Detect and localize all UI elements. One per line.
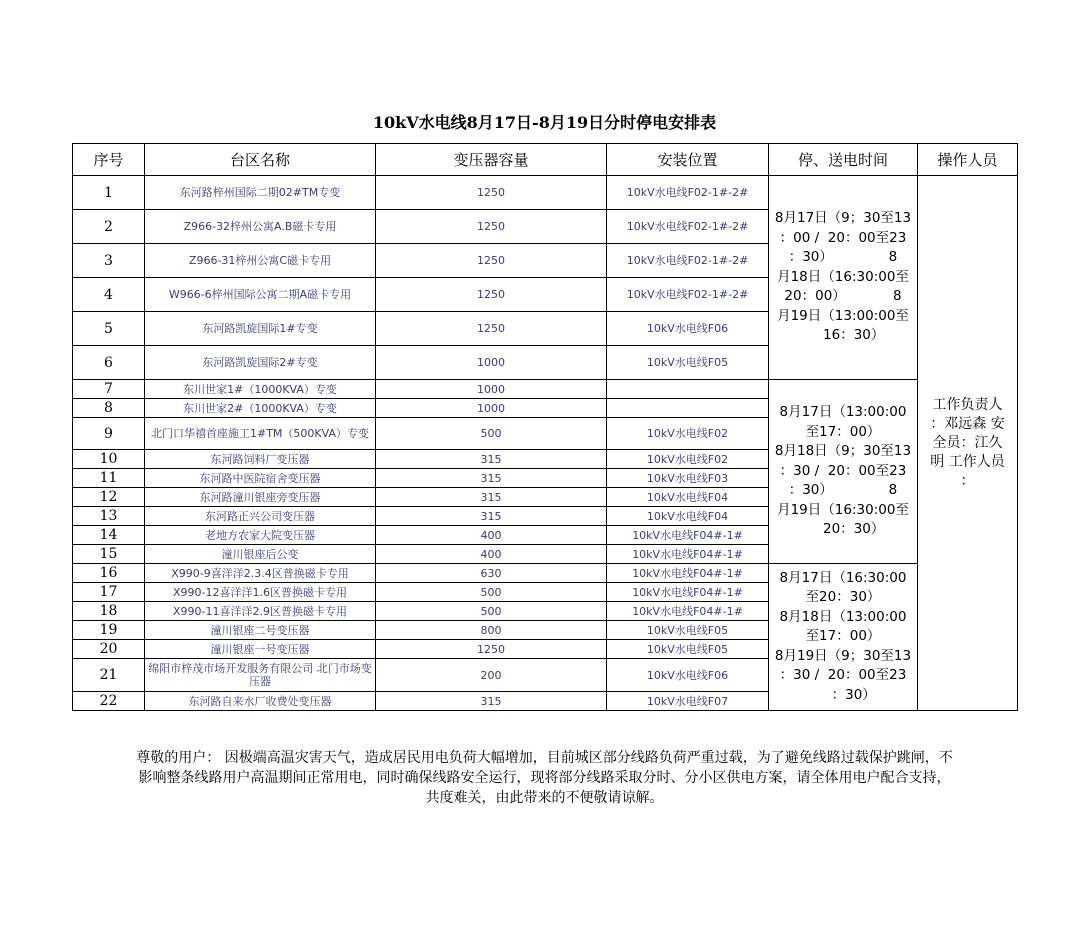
row-location xyxy=(607,399,769,418)
row-name: 潼川银座一号变压器 xyxy=(145,640,376,659)
row-seq: 16 xyxy=(73,564,145,583)
row-seq: 9 xyxy=(73,418,145,450)
time-group-3 xyxy=(769,564,918,711)
header-capacity: 变压器容量 xyxy=(376,144,607,176)
row-capacity: 800 xyxy=(376,621,607,640)
operator-line: 工作负责人 xyxy=(932,396,1003,413)
time-line: ：30 / 20：00至23 xyxy=(779,462,907,479)
time-line: 月18日（16:30:00至 xyxy=(777,268,909,285)
row-capacity: 1250 xyxy=(376,278,607,312)
header-seq: 序号 xyxy=(73,144,145,176)
row-location: 10kV水电线F04 xyxy=(607,488,769,507)
row-location: 10kV水电线F02-1#-2# xyxy=(607,210,769,244)
row-name: X990-12喜洋洋1.6区普换磁卡专用 xyxy=(145,583,376,602)
time-line: ：30 / 20：00至23 xyxy=(779,667,907,684)
row-name: 东河路自来水厂收费处变压器 xyxy=(145,692,376,711)
row-location: 10kV水电线F04#-1# xyxy=(607,564,769,583)
row-capacity: 1250 xyxy=(376,210,607,244)
time-line: ：00 / 20：00至23 xyxy=(779,229,907,246)
row-location: 10kV水电线F05 xyxy=(607,346,769,380)
row-seq: 5 xyxy=(73,312,145,346)
row-seq: 18 xyxy=(73,602,145,621)
operator-line: ：邓远森 安 xyxy=(930,415,1005,432)
row-capacity: 1000 xyxy=(376,399,607,418)
header-time: 停、送电时间 xyxy=(769,144,918,176)
row-capacity: 500 xyxy=(376,602,607,621)
time-line: 8月17日（9；30至13 xyxy=(774,210,912,227)
row-capacity: 315 xyxy=(376,488,607,507)
schedule-table xyxy=(72,143,1018,711)
row-name: Z966-32梓州公寓A.B磁卡专用 xyxy=(145,210,376,244)
row-seq: 1 xyxy=(73,176,145,210)
row-seq: 17 xyxy=(73,583,145,602)
time-line: 至17：00） xyxy=(805,628,881,645)
table-row xyxy=(73,564,1018,583)
time-line: 8月18日（13:00:00 xyxy=(779,608,907,625)
row-capacity: 630 xyxy=(376,564,607,583)
time-line: 月19日（16:30:00至 xyxy=(777,501,909,518)
row-capacity: 1000 xyxy=(376,346,607,380)
row-name: W966-6梓州国际公寓二期A磁卡专用 xyxy=(145,278,376,312)
time-group-2 xyxy=(769,380,918,564)
row-location: 10kV水电线F07 xyxy=(607,692,769,711)
table-row xyxy=(73,176,1018,210)
row-seq: 19 xyxy=(73,621,145,640)
page-title: 10kV水电线8月17日-8月19日分时停电安排表 xyxy=(372,113,717,132)
row-location: 10kV水电线F04#-1# xyxy=(607,526,769,545)
row-location: 10kV水电线F06 xyxy=(607,659,769,692)
row-capacity: 315 xyxy=(376,450,607,469)
row-capacity: 400 xyxy=(376,526,607,545)
time-line: 至20：30） xyxy=(805,589,881,606)
row-seq: 2 xyxy=(73,210,145,244)
row-capacity: 315 xyxy=(376,507,607,526)
row-name: 北门口华禧首座施工1#TM（500KVA）专变 xyxy=(145,418,376,450)
row-capacity: 400 xyxy=(376,545,607,564)
row-name: 东河路梓州国际二期02#TM专变 xyxy=(145,176,376,210)
table-header-row xyxy=(73,144,1018,176)
row-location: 10kV水电线F04 xyxy=(607,507,769,526)
row-location: 10kV水电线F02-1#-2# xyxy=(607,244,769,278)
notice-line: 影响整条线路用户高温期间正常用电，同时确保线路安全运行，现将部分线路采取分时、分小区供电方案，请全体用电户配合支持， xyxy=(138,770,951,786)
row-location: 10kV水电线F04#-1# xyxy=(607,583,769,602)
row-name: 东川世家2#（1000KVA）专变 xyxy=(145,399,376,418)
row-name: 东川世家1#（1000KVA）专变 xyxy=(145,380,376,399)
time-line: 至17：00） xyxy=(805,423,881,440)
row-capacity: 315 xyxy=(376,469,607,488)
row-name: Z966-31梓州公寓C磁卡专用 xyxy=(145,244,376,278)
header-name: 台区名称 xyxy=(145,144,376,176)
row-capacity: 1250 xyxy=(376,244,607,278)
row-capacity: 1250 xyxy=(376,176,607,210)
row-name: 东河路正兴公司变压器 xyxy=(145,507,376,526)
row-seq: 10 xyxy=(73,450,145,469)
time-line: ：30） xyxy=(810,686,876,703)
operator-line: 全员：江久 xyxy=(932,434,1003,451)
row-capacity: 1250 xyxy=(376,312,607,346)
row-location: 10kV水电线F04#-1# xyxy=(607,602,769,621)
time-line: 月19日（13:00:00至 xyxy=(777,307,909,324)
row-seq: 14 xyxy=(73,526,145,545)
row-location: 10kV水电线F02-1#-2# xyxy=(607,176,769,210)
row-seq: 3 xyxy=(73,244,145,278)
row-capacity: 1250 xyxy=(376,640,607,659)
row-location: 10kV水电线F02-1#-2# xyxy=(607,278,769,312)
header-operator: 操作人员 xyxy=(918,144,1018,176)
row-location: 10kV水电线F04#-1# xyxy=(607,545,769,564)
operator-line: 明 工作人员 xyxy=(930,453,1005,470)
row-name: 东河路凯旋国际1#专变 xyxy=(145,312,376,346)
row-capacity: 1000 xyxy=(376,380,607,399)
table-row xyxy=(73,380,1018,399)
time-line: ：30） 8 xyxy=(788,482,898,499)
row-location xyxy=(607,380,769,399)
row-location: 10kV水电线F02 xyxy=(607,418,769,450)
row-location: 10kV水电线F02 xyxy=(607,450,769,469)
row-capacity: 200 xyxy=(376,659,607,692)
row-seq: 6 xyxy=(73,346,145,380)
row-capacity: 315 xyxy=(376,692,607,711)
row-location: 10kV水电线F03 xyxy=(607,469,769,488)
row-name: 潼川银座后公变 xyxy=(145,545,376,564)
row-name: 东河路饲料厂变压器 xyxy=(145,450,376,469)
row-name: X990-11喜洋洋2.9区普换磁卡专用 xyxy=(145,602,376,621)
row-name: 东河路潼川银座旁变压器 xyxy=(145,488,376,507)
row-seq: 4 xyxy=(73,278,145,312)
row-location: 10kV水电线F05 xyxy=(607,621,769,640)
notice-line: 尊敬的用户： 因极端高温灾害天气，造成居民用电负荷大幅增加，目前城区部分线路负荷严重过载，为了避免线路过载保护跳闸，不 xyxy=(136,750,953,766)
time-line: 20：30） xyxy=(801,521,885,538)
operator-cell xyxy=(918,176,1018,711)
row-capacity: 500 xyxy=(376,583,607,602)
notice-paragraph xyxy=(72,748,1017,808)
row-name: 老地方农家大院变压器 xyxy=(145,526,376,545)
time-line: 8月18日（9；30至13 xyxy=(774,443,912,460)
row-seq: 12 xyxy=(73,488,145,507)
row-name: X990-9喜洋洋2.3.4区普换磁卡专用 xyxy=(145,564,376,583)
row-name: 绵阳市梓茂市场开发服务有限公司 北门市场变压器 xyxy=(145,659,376,692)
row-seq: 21 xyxy=(73,659,145,692)
row-seq: 22 xyxy=(73,692,145,711)
header-location: 安装位置 xyxy=(607,144,769,176)
row-seq: 11 xyxy=(73,469,145,488)
row-seq: 20 xyxy=(73,640,145,659)
row-seq: 7 xyxy=(73,380,145,399)
time-line: 20：00） 8 xyxy=(784,288,902,305)
time-line: 16：30） xyxy=(801,327,885,344)
row-capacity: 500 xyxy=(376,418,607,450)
time-line: ：30） 8 xyxy=(788,249,898,266)
row-name: 东河路凯旋国际2#专变 xyxy=(145,346,376,380)
row-seq: 13 xyxy=(73,507,145,526)
row-location: 10kV水电线F05 xyxy=(607,640,769,659)
row-name: 潼川银座二号变压器 xyxy=(145,621,376,640)
row-name: 东河路中医院宿舍变压器 xyxy=(145,469,376,488)
notice-line: 共度难关，由此带来的不便敬请谅解。 xyxy=(425,790,664,806)
time-group-1 xyxy=(769,176,918,380)
operator-line: ： xyxy=(960,472,975,489)
time-line: 8月19日（9；30至13 xyxy=(774,647,912,664)
row-seq: 15 xyxy=(73,545,145,564)
time-line: 8月17日（13:00:00 xyxy=(779,404,907,421)
time-line: 8月17日（16:30:00 xyxy=(779,569,907,586)
row-seq: 8 xyxy=(73,399,145,418)
row-location: 10kV水电线F06 xyxy=(607,312,769,346)
